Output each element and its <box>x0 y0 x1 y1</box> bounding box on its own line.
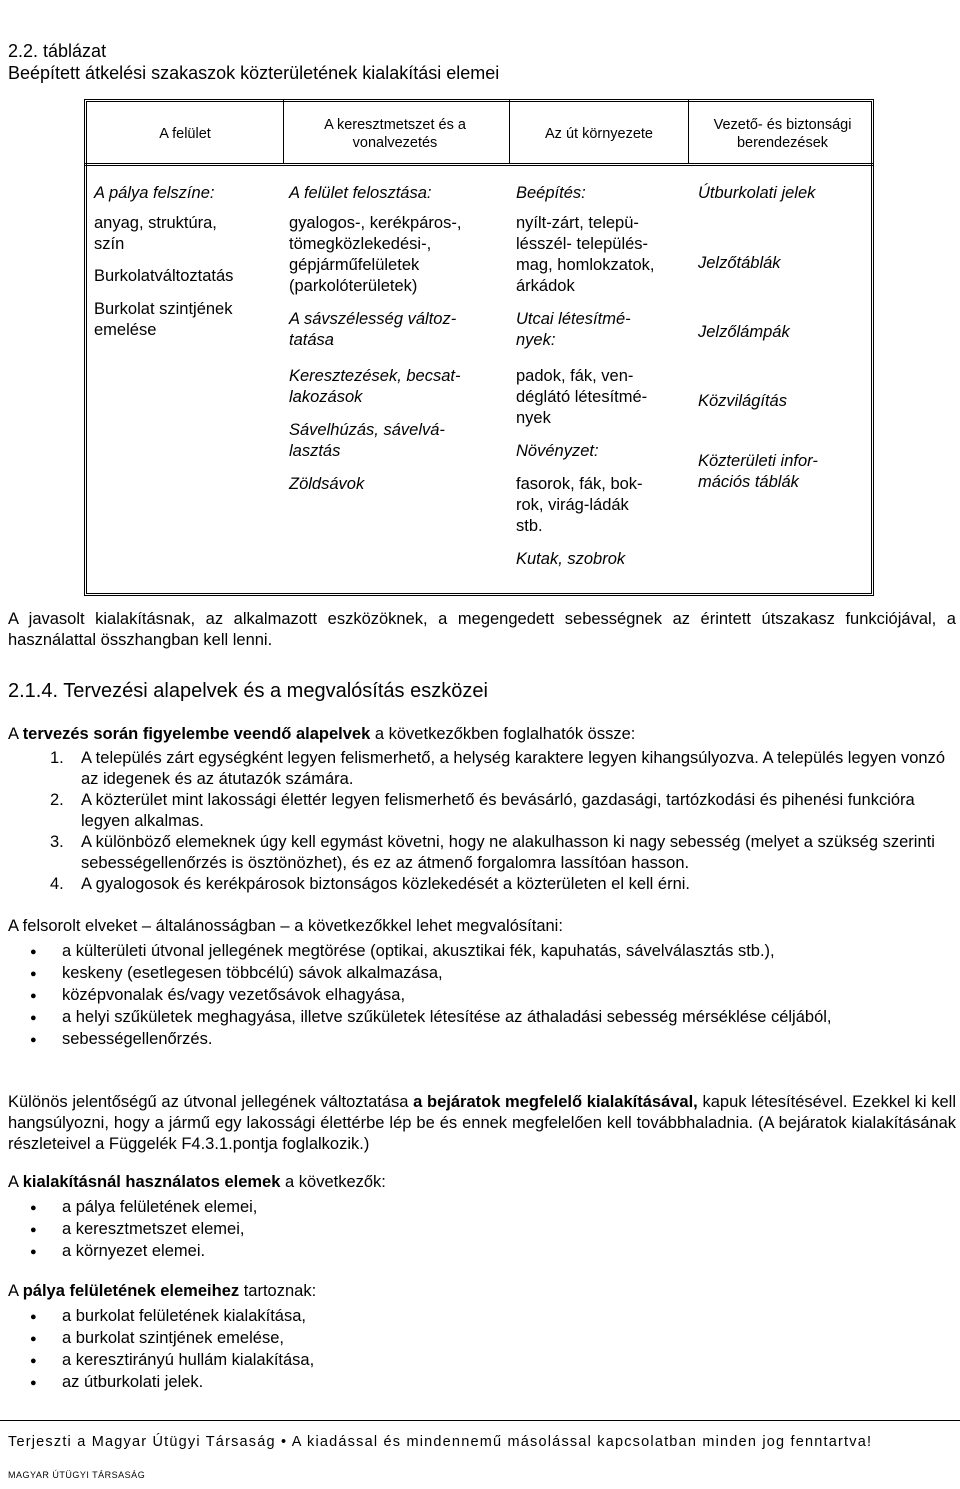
list-item: ● a helyi szűkületek meghagyása, illetve szűkületek létesítése az áthaladási sebesség mérséklése céljából, <box>8 1006 952 1028</box>
list-item: ● a keresztirányú hullám kialakítása, <box>8 1349 952 1371</box>
header-cross-section: A keresztmetszet és a vonalvezetés <box>324 117 466 151</box>
caption-title: Beépített átkelési szakaszok közterületének kialakítási elemei <box>8 63 500 83</box>
col1-line: anyag, struktúra, <box>94 214 217 232</box>
col3-line: padok, fák, ven- <box>516 367 634 385</box>
header-surface: A felület <box>159 126 211 142</box>
col2-line: gépjárműfelületek <box>289 256 420 274</box>
table-col-cross-section <box>289 183 461 495</box>
principles-intro <box>8 724 956 745</box>
list-item: ● sebességellenőrzés. <box>8 1028 952 1050</box>
col3-line: stb. <box>516 517 543 535</box>
item-text: A különböző elemeknek úgy kell egymást követni, hogy ne alakulhasson ki nagy sebesség (melyet a szükség szerinti sebességellenőrzés is ösztönözhet), és ez az átmenő forgalomra lassítóan hasson. <box>81 833 935 872</box>
col3-line: mag, homlokzatok, <box>516 256 655 274</box>
means-intro <box>8 916 956 937</box>
col4-line: Jelzőtáblák <box>698 254 781 272</box>
list-item: ● középvonalak és/vagy vezetősávok elhagyása, <box>8 984 952 1006</box>
list-item: ● a pálya felületének elemei, <box>8 1196 952 1218</box>
item-number: 4. <box>50 875 64 893</box>
footer-text: Terjeszti a Magyar Útügyi Társaság • A kiadással és mindennemű másolással kapcsolatban minden jog fenntartva! <box>8 1434 873 1450</box>
col2-line: Keresztezések, becsat- <box>289 367 461 385</box>
table-col-environment <box>516 183 654 570</box>
caption-number: 2.2. táblázat <box>8 41 107 61</box>
col4-line: mációs táblák <box>698 473 799 491</box>
surface-intro-text: A <box>8 1282 23 1300</box>
col3-line: nyílt-zárt, telepü- <box>516 214 639 232</box>
col2-line: (parkolóterületek) <box>289 277 418 295</box>
item-text: A közterület mint lakossági élettér legyen felismerhető és bevásárló, gazdasági, tartózkodási és pihenési funkcióra legyen alkalmas. <box>81 791 915 830</box>
col4-heading: Útburkolati jelek <box>698 184 816 202</box>
elements-intro-text: a következők: <box>280 1173 386 1191</box>
means-intro-text: A felsorolt elveket – általánosságban – a következőkkel lehet megvalósítani: <box>8 917 563 935</box>
list-item: ● a burkolat felületének kialakítása, <box>8 1305 952 1327</box>
elements-intro-text: A <box>8 1173 23 1191</box>
section-title: 2.1.4. Tervezési alapelvek és a megvalósítás eszközei <box>8 680 488 702</box>
col1-line: emelése <box>94 321 157 339</box>
elements-list <box>8 1196 952 1262</box>
col4-line: Közvilágítás <box>698 392 787 410</box>
item-number: 2. <box>50 791 64 809</box>
col2-heading: A felület felosztása: <box>289 184 432 202</box>
list-item: ● az útburkolati jelek. <box>8 1371 952 1393</box>
col3-line: nyek <box>516 409 551 427</box>
col4-line: Jelzőlámpák <box>698 323 790 341</box>
col1-heading: A pálya felszíne: <box>94 184 215 202</box>
intro-text: a következőkben foglalhatók össze: <box>370 725 636 743</box>
item-number: 3. <box>50 833 64 851</box>
list-item <box>8 832 952 874</box>
list-item <box>8 748 952 790</box>
list-item: ● a külterületi útvonal jellegének megtörése (optikai, akusztikai fék, kapuhatás, sávelválasztás stb.), <box>8 940 952 962</box>
item-number: 1. <box>50 749 64 767</box>
col3-line: Növényzet: <box>516 442 599 460</box>
principles-list <box>8 748 952 895</box>
paragraph-text: A javasolt kialakításnak, az alkalmazott eszközöknek, a megengedett sebességnek az érintett útszakasz funkciójával, a használattal összhangban kell lenni. <box>8 610 956 649</box>
table-col-surface <box>94 183 233 341</box>
elements-intro-bold: kialakításnál használatos elemek <box>22 1173 281 1191</box>
list-item: ● a keresztmetszet elemei, <box>8 1218 952 1240</box>
col3-line: nyek: <box>516 331 556 349</box>
paragraph-gates <box>8 1092 956 1155</box>
col2-line: Zöldsávok <box>289 475 365 493</box>
col3-line: lésszél- település- <box>516 235 649 253</box>
col3-heading: Beépítés: <box>516 184 586 202</box>
intro-bold: tervezés során figyelembe veendő alapelvek <box>22 725 371 743</box>
surface-intro-text: tartoznak: <box>239 1282 317 1300</box>
elements-intro <box>8 1172 956 1193</box>
intro-text: A <box>8 725 23 743</box>
col3-line: Kutak, szobrok <box>516 550 626 568</box>
item-text: A gyalogosok és kerékpárosok biztonságos közlekedését a közterületen el kell érni. <box>81 875 691 893</box>
col3-line: árkádok <box>516 277 575 295</box>
header-sep-2 <box>509 99 510 164</box>
footer-rule <box>0 1420 960 1421</box>
header-environment: Az út környezete <box>545 126 653 142</box>
item-text: A település zárt egységként legyen felismerhető, a helység karaktere legyen kihangsúlyozva. A település legyen vonzó az idegenek és az átutazók számára. <box>81 749 946 788</box>
col4-line: Közterületi infor- <box>698 452 818 470</box>
list-item <box>8 874 952 895</box>
list-item: ● a burkolat szintjének emelése, <box>8 1327 952 1349</box>
header-devices: Vezető- és biztonsági berendezések <box>713 117 852 151</box>
gate-text: kapuk létesítésével. Ezekkel ki kell hangsúlyozni, hogy a jármű egy lakossági élettérbe lép be és ennek megfelelően kell továbbhaladnia. (A bejáratok kialakításának részleteivel a Függelék F4.3.1.pontja foglalkozik.) <box>8 1093 956 1153</box>
header-sep-3 <box>688 99 689 164</box>
gate-bold: a bejáratok megfelelő kialakításával, <box>413 1093 698 1111</box>
col2-line: tömegközlekedési-, <box>289 235 432 253</box>
surface-intro-bold: pálya felületének elemeihez <box>22 1282 240 1300</box>
col1-line: Burkolatváltoztatás <box>94 267 234 285</box>
col2-line: lasztás <box>289 442 341 460</box>
col1-line: szín <box>94 235 125 253</box>
list-item: ● keskeny (esetlegesen többcélú) sávok alkalmazása, <box>8 962 952 984</box>
surface-list <box>8 1305 952 1393</box>
list-item: ● a környezet elemei. <box>8 1240 952 1262</box>
col2-line: A sávszélesség változ- <box>289 310 457 328</box>
col2-line: Sávelhúzás, sávelvá- <box>289 421 445 439</box>
gate-text: Különös jelentőségű az útvonal jellegének változtatása <box>8 1093 414 1111</box>
table-col-devices <box>698 183 818 493</box>
surface-intro <box>8 1281 956 1302</box>
header-divider <box>84 163 874 166</box>
col3-line: déglátó létesítmé- <box>516 388 648 406</box>
col2-line: lakozások <box>289 388 363 406</box>
col3-line: fasorok, fák, bok- <box>516 475 643 493</box>
col1-line: Burkolat szintjének <box>94 300 233 318</box>
list-item <box>8 790 952 832</box>
col3-line: rok, virág-ládák <box>516 496 629 514</box>
header-sep-1 <box>283 99 284 164</box>
col2-line: gyalogos-, kerékpáros-, <box>289 214 462 232</box>
col2-line: tatása <box>289 331 334 349</box>
means-list <box>8 940 952 1050</box>
table-caption <box>8 40 499 84</box>
publisher-logo: MAGYAR ÚTÜGYI TÁRSASÁG <box>8 1470 146 1480</box>
paragraph-recommendation <box>8 609 956 651</box>
col3-line: Utcai létesítmé- <box>516 310 631 328</box>
